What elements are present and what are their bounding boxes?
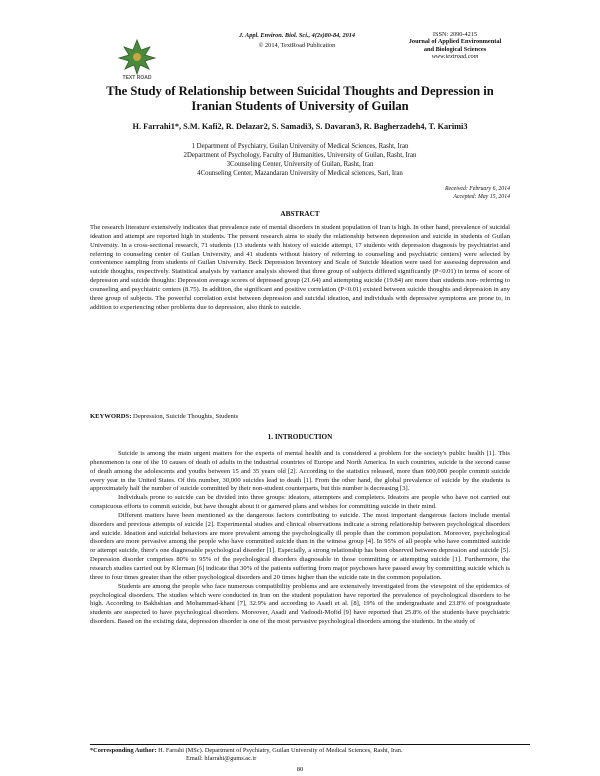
received-date: Received: February 6, 2014 [444, 186, 510, 192]
journal-citation: J. Appl. Environ. Biol. Sci., 4(2s)80-84, 2014 [238, 32, 356, 39]
copyright: © 2014, TextRoad Publication [258, 42, 336, 49]
footnote-label: *Corresponding Author: [90, 747, 157, 754]
journal-citation-block [212, 31, 382, 51]
paragraph: Students are among the people who face numerous compatibility problems and are extensively investigated from the viewpoint of the epidemics of psychological disorders. The studies which were conducted in Iran on the student population have reported the prevalence of psychological disorders to be high. According to Bakhshian and Mohammad-khani [7], 32.9% and according to Asadi et al. [8], 19% of the undergraduate and 23.8% of postgraduate students are suspected to have psychological disorders. Moreover, Asadi and Vadoodi-Mofid [9] have reported that 25.8% of the students have psychiatric disorders. Based on the existing data, depression disorder is one of the most pervasive psychological disorders among the students. In the study of [90, 582, 510, 626]
footnote-text: H. Farrahi (MSc). Department of Psychiatry, Guilan University of Medical Sciences, Rasht, Iran. [156, 747, 403, 754]
affiliations [100, 142, 500, 178]
title-line-2: Iranian Students of University of Guilan [191, 99, 409, 113]
paper-title [70, 84, 530, 114]
author-email: Email: hfarrahi@gums.ac.ir [186, 755, 257, 762]
footnote-rule [90, 744, 530, 745]
journal-website: www.textroad.com [431, 53, 479, 61]
paragraph: Suicide is among the main urgent matters for the experts of mental health and is considered a problem for the society's public health [1]. This phenomenon is one of the 10 causes of death of adults in the industrial countries of Europe and North America. In such countries, suicide is the second cause of death among the adolescents and youths between 15 and 35 years old [2]. According to the statistics released, more than 600,000 people commit suicide every year in the United States. Of this number, 30,000 suicides lead to death [1]. From the other hand, the global prevalence of suicide by the students is approximately half the number of suicide committed by their non-student counterparts, but this number is decreasing [3]. [90, 450, 510, 493]
textroad-logo [112, 34, 162, 80]
keywords [90, 412, 510, 421]
issn: ISSN: 2090-4215 [432, 31, 478, 38]
journal-info-block [400, 31, 510, 61]
abstract-heading: ABSTRACT [280, 210, 320, 218]
affiliation: 1 Department of Psychiatry, Guilan University of Medical Sciences, Rasht, Iran [191, 143, 409, 150]
affiliation: 4Counseling Center, Mazandaran University of Medical sciences, Sari, Iran [197, 170, 403, 177]
paragraph: Individuals prone to suicide can be divided into three groups: ideators, attempters and completers. Ideators are people who have not carried out conspicuous efforts to commit suicide, but have thought about it or garnered plans and wishes for committing suicide in their mind. [90, 494, 510, 511]
corresponding-author-footnote [90, 744, 530, 763]
accepted-date: Accepted: May 15, 2014 [453, 193, 510, 200]
journal-name-line-2: and Biological Sciences [423, 45, 487, 53]
affiliation: 2Department of Psychology, Faculty of Humanities, University of Guilan, Rasht, Iran [183, 152, 417, 159]
svg-text:TEXT ROAD: TEXT ROAD [122, 75, 152, 80]
title-line-1: The Study of Relationship between Suicidal Thoughts and Depression in [106, 84, 494, 98]
keywords-label: KEYWORDS: [90, 413, 132, 420]
publication-dates [360, 186, 510, 201]
page-number: 80 [296, 766, 304, 773]
affiliation: 3Counseling Center, University of Guilan, Rasht, Iran [226, 161, 374, 168]
author-list: H. Farrahi1*, S.M. Kafi2, R. Delazar2, S. Samadi3, S. Davaran3, R. Bagherzadeh4, T. Karimi3 [132, 122, 468, 131]
abstract-text: The research literature extensively indicates that prevalence rate of mental disorders in student population of Iran is high. In other hand, prevalence of suicidal ideation and attempt are reported high in students. The present research aims to study the relationship between depression and suicide in students of Guilan University. In a cross-sectional research, 71 students (13 students with history of suicide attempt, 17 students with depression diagnosis by psychiatrist and referring to counseling center of Guilan University, and 41 students without history of referring to counseling and psychiatric centers) were selected by convenience sampling from students of Guilan University. Beck Depression Inventory and Scale of Suicide Ideation were used for assessing depression and suicide thoughts, respectively. Statistical analysis by variance analysis showed that three group of subjects differed significantly (P<0.01) in terms of score of depression and suicide thoughts: Depression average scores of depressed group (21.64) and attempting suicide (19.84) are more than students non- referring to counseling and psychiatric centers (8.75). In addition, the significant and positive correlation (P<0.01) existed between suicide thoughts and depression in any three group of subjects. The powerful correlation exist between depression and suicidal ideation, and individuals with depressive symptoms are prone to, in addition to experiencing other problems due to depression, also think to suicide. [90, 224, 510, 311]
journal-name-line-1: Journal of Applied Environmental [408, 38, 502, 46]
paragraph: Different matters have been mentioned as the dangerous factors contributing to suicide. The most important dangerous factors include mental disorders and previous attempts of suicide [2]. Experimental studies and clinical observations indicate a strong relationship between psychological disorders and suicide. Ideation and suicidal behaviors are more prevalent among the psychologically ill people than the common population. Moreover, psychological disorders are more pervasive among the people who have committed suicide than in the witness group [4]. In 95% of all people who have committed suicide or attempt suicide, there's one diagnosable psychological disorder [1]. Especially, a strong relationship has been observed between depression and suicide [5]. Depression disorder comprises 80% to 95% of the psychological disorders diagnosable in those committing or attempting suicide [1]. Furthermore, the research studies carried out by Klerman [6] indicate that 30% of the patients suffering from major psychoses have passed away by committing suicide which is three to four times greater than the other psychological disorders and 20 times higher than the suicide rate in the common population. [90, 511, 510, 581]
keywords-text: Depression, Suicide Thoughts, Students [131, 413, 239, 420]
introduction-heading: 1. INTRODUCTION [267, 433, 333, 441]
introduction-body [90, 450, 510, 627]
